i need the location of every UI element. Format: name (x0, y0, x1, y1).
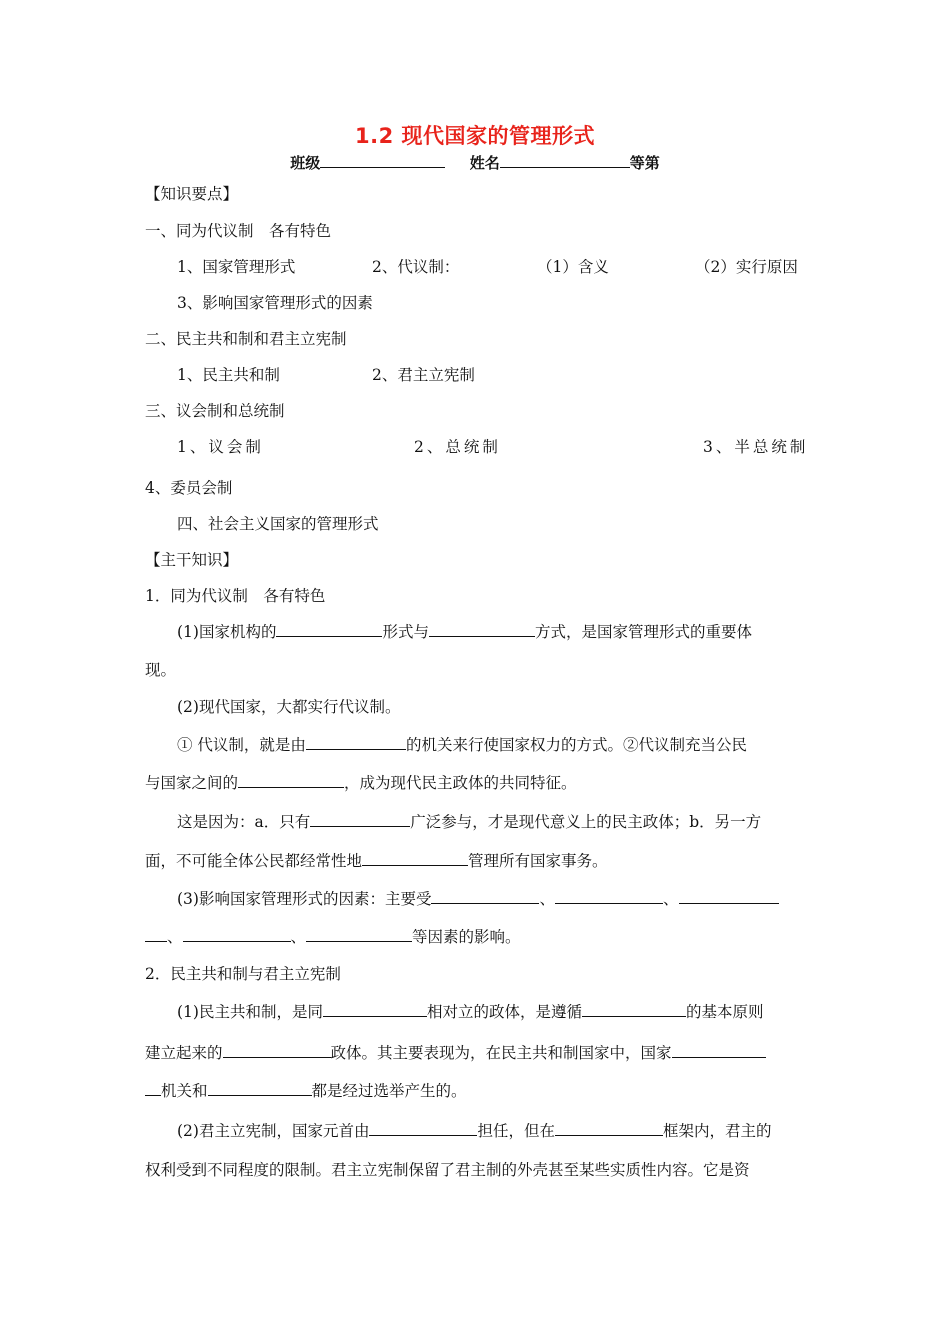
outline-heading: 【知识要点】 (145, 185, 239, 203)
fill-blank[interactable] (223, 1043, 331, 1058)
outline-item: 2、总统制 (414, 438, 501, 456)
class-blank[interactable] (320, 153, 445, 168)
paragraph-line (145, 1081, 467, 1101)
text: 管理所有国家事务。 (468, 852, 608, 870)
fill-blank[interactable] (238, 773, 344, 788)
text: 相对立的政体，是遵循 (426, 1003, 582, 1021)
outline-item: 4、委员会制 (145, 479, 233, 497)
text: 、 (539, 890, 555, 908)
fill-blank[interactable] (582, 1002, 686, 1017)
text: 、 (662, 890, 679, 908)
main-section-2-title: 2．民主共和制与君主立宪制 (145, 965, 341, 983)
text: (2)君主立宪制，国家元首由 (177, 1122, 370, 1140)
text: 的机关来行使国家权力的方式。②代议制充当公民 (405, 736, 747, 754)
paragraph-line (177, 1002, 764, 1022)
paragraph-line (177, 889, 779, 909)
fill-blank[interactable] (306, 927, 412, 942)
outline-item: 2、代议制： (372, 258, 460, 276)
class-label: 班级 (290, 154, 321, 172)
outline-item: （1）含义 (537, 258, 609, 276)
fill-blank[interactable] (362, 851, 468, 866)
fill-blank[interactable] (310, 812, 410, 827)
text: ，成为现代民主政体的共同特征。 (344, 774, 577, 792)
outline-section-4: 四、社会主义国家的管理形式 (177, 515, 379, 533)
main-heading: 【主干知识】 (145, 551, 239, 569)
text: 与国家之间的 (145, 774, 239, 792)
text: 等因素的影响。 (412, 928, 521, 946)
outline-item: （2）实行原因 (695, 258, 798, 276)
student-info-line (0, 152, 950, 173)
name-blank[interactable] (500, 153, 630, 168)
outline-section-2: 二、民主共和制和君主立宪制 (145, 330, 347, 348)
fill-blank[interactable] (145, 927, 167, 942)
text: 这是因为：a．只有 (177, 813, 311, 831)
text: 机关和 (161, 1082, 208, 1100)
paragraph-line (145, 1043, 766, 1063)
paragraph-line (145, 851, 608, 871)
text: (3)影响国家管理形式的因素：主要受 (177, 890, 432, 908)
text: 框架内，君主的 (662, 1122, 772, 1140)
text: (1)国家机构的 (177, 623, 277, 641)
text: 面，不可能全体公民都经常性地 (145, 852, 363, 870)
text: 、 (167, 928, 183, 946)
text: 、 (290, 928, 307, 946)
fill-blank[interactable] (208, 1081, 312, 1096)
outline-item: 1、民主共和制 (177, 366, 280, 384)
fill-blank[interactable] (145, 1081, 161, 1096)
outline-item: 3、半总统制 (703, 438, 809, 456)
outline-item: 1、国家管理形式 (177, 258, 296, 276)
grade-label: 等第 (629, 154, 660, 172)
document-title: 1.2 现代国家的管理形式 (354, 124, 595, 148)
paragraph-line (177, 812, 761, 832)
paragraph-line (177, 1121, 772, 1141)
text: 方式，是国家管理形式的重要体 (534, 623, 752, 641)
fill-blank[interactable] (306, 735, 406, 750)
text: 担任，但在 (477, 1122, 555, 1140)
name-label: 姓名 (469, 154, 500, 172)
paragraph-line (177, 622, 752, 642)
text: ① 代议制，就是由 (177, 736, 306, 754)
paragraph-line: 权利受到不同程度的限制。君主立宪制保留了君主制的外壳甚至某些实质性内容。它是资 (145, 1161, 750, 1179)
paragraph-line (177, 735, 747, 755)
text: 的基本原则 (685, 1003, 764, 1021)
outline-item: 1、议会制 (177, 438, 264, 456)
text: 政体。其主要表现为，在民主共和制国家中，国家 (330, 1044, 672, 1062)
paragraph-line (145, 927, 521, 947)
paragraph-line (145, 773, 577, 793)
paragraph-line: (2)现代国家，大都实行代议制。 (177, 698, 401, 716)
text: 建立起来的 (145, 1044, 223, 1062)
fill-blank[interactable] (431, 889, 539, 904)
fill-blank[interactable] (429, 622, 535, 637)
text: 都是经过选举产生的。 (311, 1082, 467, 1100)
text: (1)民主共和制，是同 (177, 1003, 323, 1021)
outline-section-3: 三、议会制和总统制 (145, 402, 285, 420)
outline-item: 3、影响国家管理形式的因素 (177, 294, 373, 312)
fill-blank[interactable] (323, 1002, 427, 1017)
fill-blank[interactable] (183, 927, 291, 942)
outline-item: 2、君主立宪制 (372, 366, 475, 384)
fill-blank[interactable] (555, 889, 663, 904)
fill-blank[interactable] (679, 889, 779, 904)
outline-section-1: 一、同为代议制 各有特色 (145, 222, 332, 240)
main-section-1-title: 1．同为代议制 各有特色 (145, 587, 326, 605)
fill-blank[interactable] (369, 1121, 477, 1136)
fill-blank[interactable] (672, 1043, 766, 1058)
fill-blank[interactable] (555, 1121, 663, 1136)
fill-blank[interactable] (276, 622, 382, 637)
text: 形式与 (382, 623, 429, 641)
text: 广泛参与，才是现代意义上的民主政体；b．另一方 (410, 813, 762, 831)
paragraph-line: 现。 (145, 661, 177, 679)
